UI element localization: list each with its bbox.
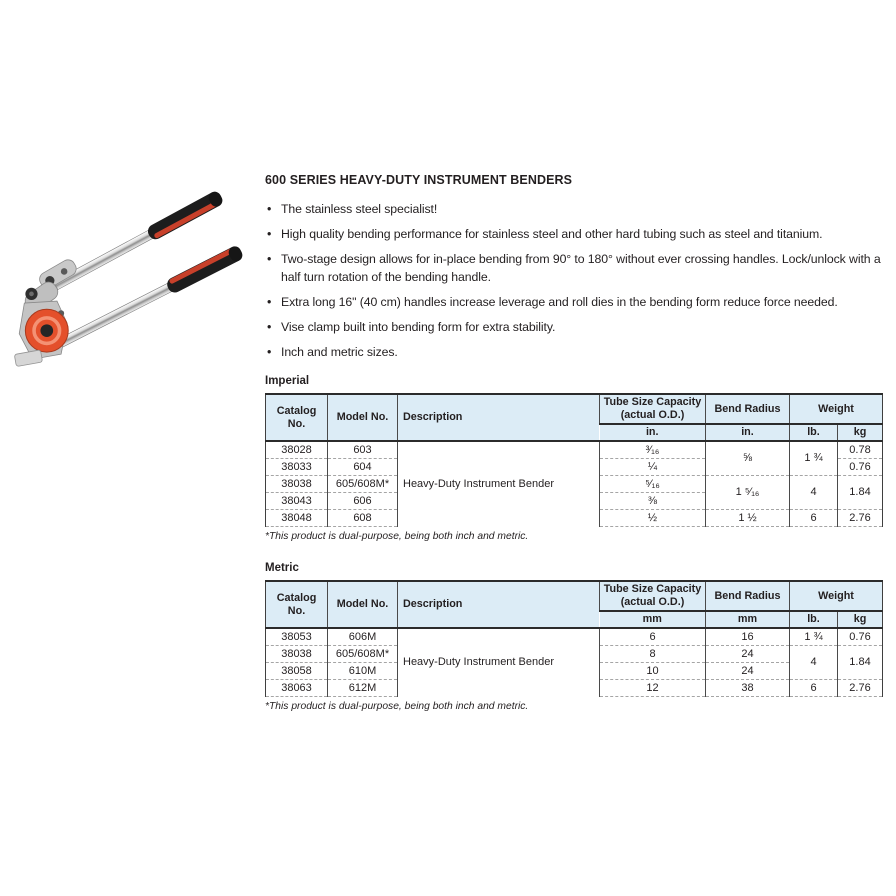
- col-header-description: Description: [398, 394, 600, 441]
- col-header-catalog: Catalog No.: [266, 581, 328, 628]
- weight-kg-cell: 0.78: [838, 441, 883, 459]
- model-cell: 604: [328, 459, 398, 476]
- col-header-weight: Weight: [790, 581, 883, 611]
- catalog-cell: 38048: [266, 510, 328, 527]
- model-cell: 606M: [328, 628, 398, 646]
- col-header-bend-radius: Bend Radius: [706, 581, 790, 611]
- unit-header-bend: in.: [706, 424, 790, 441]
- unit-header-kg: kg: [838, 424, 883, 441]
- pivot-pin-small: [61, 268, 68, 275]
- bend-radius-cell: 38: [706, 680, 790, 697]
- metric-footnote: *This product is dual-purpose, being both inch and metric.: [265, 701, 529, 712]
- unit-header-lb: lb.: [790, 611, 838, 628]
- imperial-table: [265, 393, 883, 527]
- weight-lb-cell: 1 ¾: [790, 441, 838, 476]
- weight-lb-cell: 1 ¾: [790, 628, 838, 646]
- col-header-model: Model No.: [328, 581, 398, 628]
- col-header-catalog: Catalog No.: [266, 394, 328, 441]
- feature-bullet: • Vise clamp built into bending form for extra stability.: [265, 318, 883, 336]
- col-header-model: Model No.: [328, 394, 398, 441]
- imperial-table-body: [266, 441, 883, 527]
- unit-header-kg: kg: [838, 611, 883, 628]
- col-header-description: Description: [398, 581, 600, 628]
- unit-header-tube: in.: [600, 424, 706, 441]
- die-center-hole: [40, 324, 53, 337]
- description-cell: Heavy-Duty Instrument Bender: [398, 628, 600, 697]
- weight-lb-cell: 6: [790, 680, 838, 697]
- model-cell: 605/608M*: [328, 646, 398, 663]
- catalog-cell: 38038: [266, 646, 328, 663]
- metric-section-label: Metric: [265, 562, 299, 574]
- model-cell: 610M: [328, 663, 398, 680]
- weight-kg-cell: 2.76: [838, 680, 883, 697]
- table-row: [266, 441, 883, 459]
- content-column: [265, 173, 883, 713]
- tube-size-cell: 12: [600, 680, 706, 697]
- catalog-cell: 38063: [266, 680, 328, 697]
- tube-size-cell: ⅜: [600, 493, 706, 510]
- unit-header-lb: lb.: [790, 424, 838, 441]
- bender-head: [14, 257, 78, 366]
- col-header-weight: Weight: [790, 394, 883, 424]
- product-photo: [8, 172, 253, 377]
- tube-size-cell: ½: [600, 510, 706, 527]
- catalog-cell: 38033: [266, 459, 328, 476]
- catalog-cell: 38053: [281, 630, 312, 643]
- metric-table-head: [266, 581, 883, 628]
- description-cell: Heavy-Duty Instrument Bender: [398, 441, 600, 527]
- tube-size-cell: 10: [600, 663, 706, 680]
- bend-radius-cell: 16: [706, 628, 790, 646]
- col-header-tube-size: Tube Size Capacity (actual O.D.): [600, 581, 706, 611]
- metric-table-body: [266, 628, 883, 697]
- imperial-section-label: Imperial: [265, 375, 310, 387]
- bend-radius-cell: 24: [706, 663, 790, 680]
- feature-list: [265, 200, 883, 361]
- catalog-cell: 38043: [266, 493, 328, 510]
- tube-size-cell: 8: [600, 646, 706, 663]
- bend-radius-cell: 24: [706, 646, 790, 663]
- feature-bullet: • Two-stage design allows for in-place bending from 90° to 180° without ever crossing handles. Lock/unlock with a half turn rotation of the bending handle.: [265, 250, 883, 286]
- feature-bullet: • Extra long 16" (40 cm) handles increase leverage and roll dies in the bending form reduce force needed.: [265, 293, 883, 311]
- weight-kg-cell: 0.76: [838, 628, 883, 646]
- weight-kg-cell: 0.76: [838, 459, 883, 476]
- metric-table: [265, 580, 883, 697]
- weight-lb-cell: 6: [790, 510, 838, 527]
- catalog-cell: 38058: [266, 663, 328, 680]
- weight-lb-cell: 4: [790, 476, 838, 510]
- weight-lb-cell: 4: [790, 646, 838, 680]
- bend-radius-cell: 1 ½: [706, 510, 790, 527]
- model-cell: 608: [328, 510, 398, 527]
- table-row: [266, 628, 883, 646]
- weight-kg-cell: 1.84: [838, 646, 883, 680]
- tube-size-cell: ³⁄₁₆: [600, 441, 706, 459]
- catalog-cell: 38038: [266, 476, 328, 493]
- model-cell: 606: [328, 493, 398, 510]
- col-header-tube-size: Tube Size Capacity (actual O.D.): [600, 394, 706, 424]
- model-cell: 605/608M*: [328, 476, 398, 493]
- bend-radius-cell: ⅝: [706, 441, 790, 476]
- weight-kg-cell: 1.84: [838, 476, 883, 510]
- model-cell: 603: [328, 441, 398, 459]
- feature-bullet: • High quality bending performance for stainless steel and other hard tubing such as steel and titanium.: [265, 225, 883, 243]
- unit-header-bend: mm: [706, 611, 790, 628]
- vise-clamp-foot: [14, 350, 42, 367]
- imperial-table-head: [266, 394, 883, 441]
- feature-bullet: • The stainless steel specialist!: [265, 200, 883, 218]
- catalog-cell: 38028: [281, 443, 312, 456]
- tube-size-cell: ⁵⁄₁₆: [600, 476, 706, 493]
- pivot-pin-center: [29, 292, 34, 297]
- bend-radius-cell: 1 ⁵⁄₁₆: [706, 476, 790, 510]
- imperial-footnote: *This product is dual-purpose, being both inch and metric.: [265, 531, 529, 542]
- page-title: 600 SERIES HEAVY-DUTY INSTRUMENT BENDERS: [265, 173, 573, 187]
- feature-bullet: • Inch and metric sizes.: [265, 343, 883, 361]
- tube-size-cell: 6: [600, 628, 706, 646]
- model-cell: 612M: [328, 680, 398, 697]
- tube-size-cell: ¼: [600, 459, 706, 476]
- col-header-bend-radius: Bend Radius: [706, 394, 790, 424]
- unit-header-tube: mm: [600, 611, 706, 628]
- weight-kg-cell: 2.76: [838, 510, 883, 527]
